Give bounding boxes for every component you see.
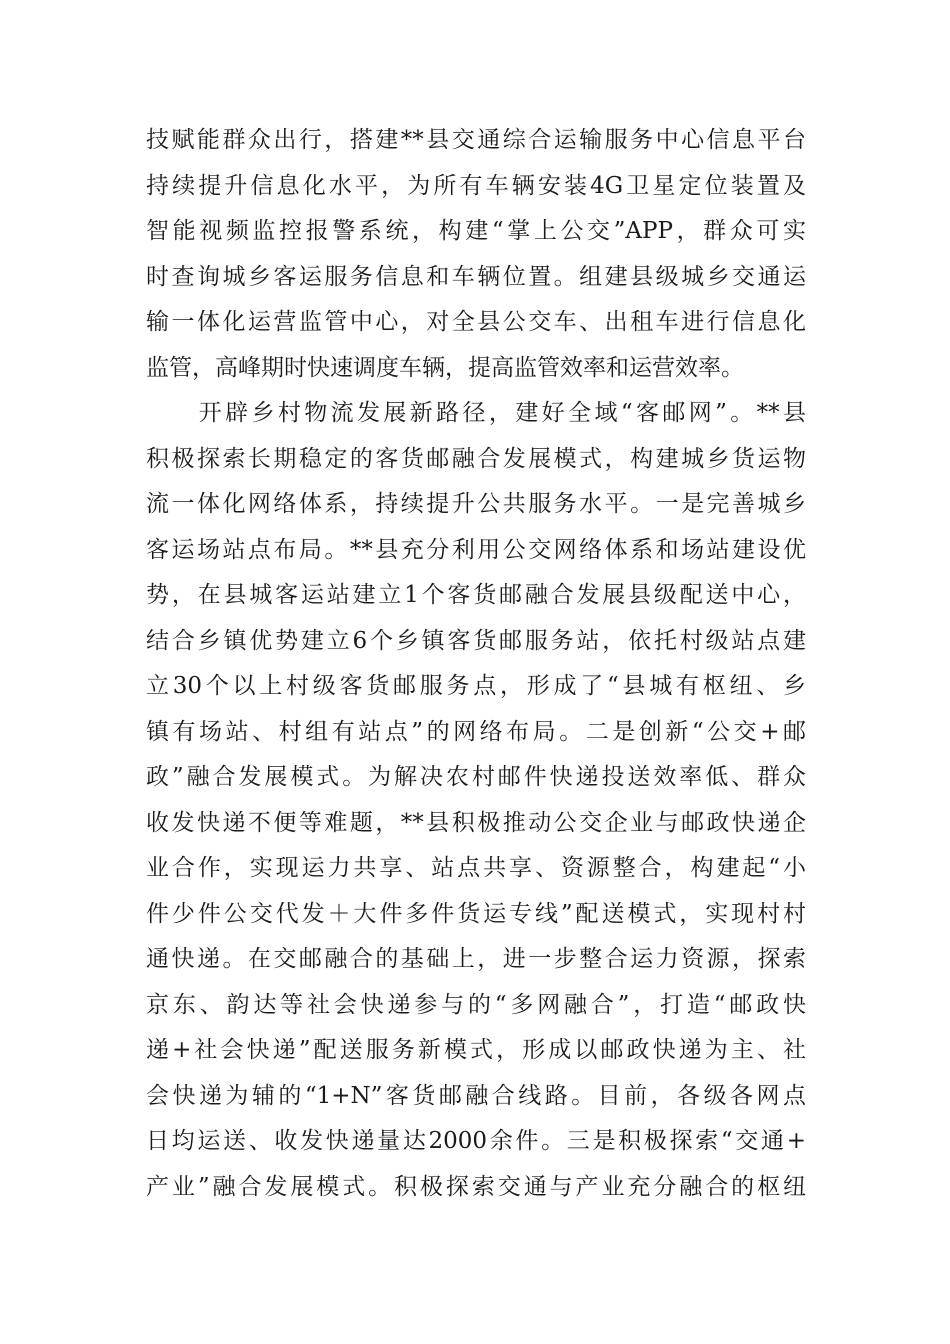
text-line: 结合乡镇优势建立6个乡镇客货邮服务站，依托村级站点建 xyxy=(146,627,806,654)
text-line: 技赋能群众出行，搭建**县交通综合运输服务中心信息平台 xyxy=(146,127,806,153)
text-line: 业合作，实现运力共享、站点共享、资源整合，构建起“小 xyxy=(146,855,806,881)
text-line: 智能视频监控报警系统，构建“掌上公交”APP，群众可实 xyxy=(146,218,806,244)
text-line: 立30个以上村级客货邮服务点，形成了“县城有枢纽、乡 xyxy=(146,673,806,699)
text-line: 监管，高峰期时快速调度车辆，提高监管效率和运营效率。 xyxy=(146,354,744,381)
text-line: 流一体化网络体系，持续提升公共服务水平。一是完善城乡 xyxy=(146,491,806,517)
text-line: 京东、韵达等社会快递参与的“多网融合”，打造“邮政快 xyxy=(146,991,806,1018)
text-line: 递+社会快递”配送服务新模式，形成以邮政快递为主、社 xyxy=(146,1037,806,1063)
text-line: 势，在县城客运站建立1个客货邮融合发展县级配送中心， xyxy=(146,582,806,608)
text-line: 会快递为辅的“1+N”客货邮融合线路。目前，各级各网点 xyxy=(146,1082,806,1109)
body-text xyxy=(146,118,806,1210)
text-line: 持续提升信息化水平，为所有车辆安装4G卫星定位装置及 xyxy=(146,172,806,199)
text-line: 输一体化运营监管中心，对全县公交车、出租车进行信息化 xyxy=(146,309,806,335)
text-line: 产业”融合发展模式。积极探索交通与产业充分融合的枢纽 xyxy=(146,1173,806,1200)
paragraph-2 xyxy=(146,391,806,1210)
paragraph-1 xyxy=(146,118,806,391)
text-line: 时查询城乡客运服务信息和车辆位置。组建县级城乡交通运 xyxy=(146,263,806,290)
text-line: 政”融合发展模式。为解决农村邮件快递投送效率低、群众 xyxy=(146,764,806,790)
text-line: 开辟乡村物流发展新路径，建好全域“客邮网”。**县 xyxy=(146,400,806,426)
text-line: 通快递。在交邮融合的基础上，进一步整合运力资源，探索 xyxy=(146,946,806,972)
text-line: 日均运送、收发快递量达2000余件。三是积极探索“交通+ xyxy=(146,1128,806,1154)
text-line: 件少件公交代发＋大件多件货运专线”配送模式，实现村村 xyxy=(146,900,806,927)
text-line: 客运场站点布局。**县充分利用公交网络体系和场站建设优 xyxy=(146,536,806,563)
text-line: 收发快递不便等难题，**县积极推动公交企业与邮政快递企 xyxy=(146,809,806,836)
text-line: 镇有场站、村组有站点”的网络布局。二是创新“公交+邮 xyxy=(146,718,806,745)
text-line: 积极探索长期稳定的客货邮融合发展模式，构建城乡货运物 xyxy=(146,445,806,472)
